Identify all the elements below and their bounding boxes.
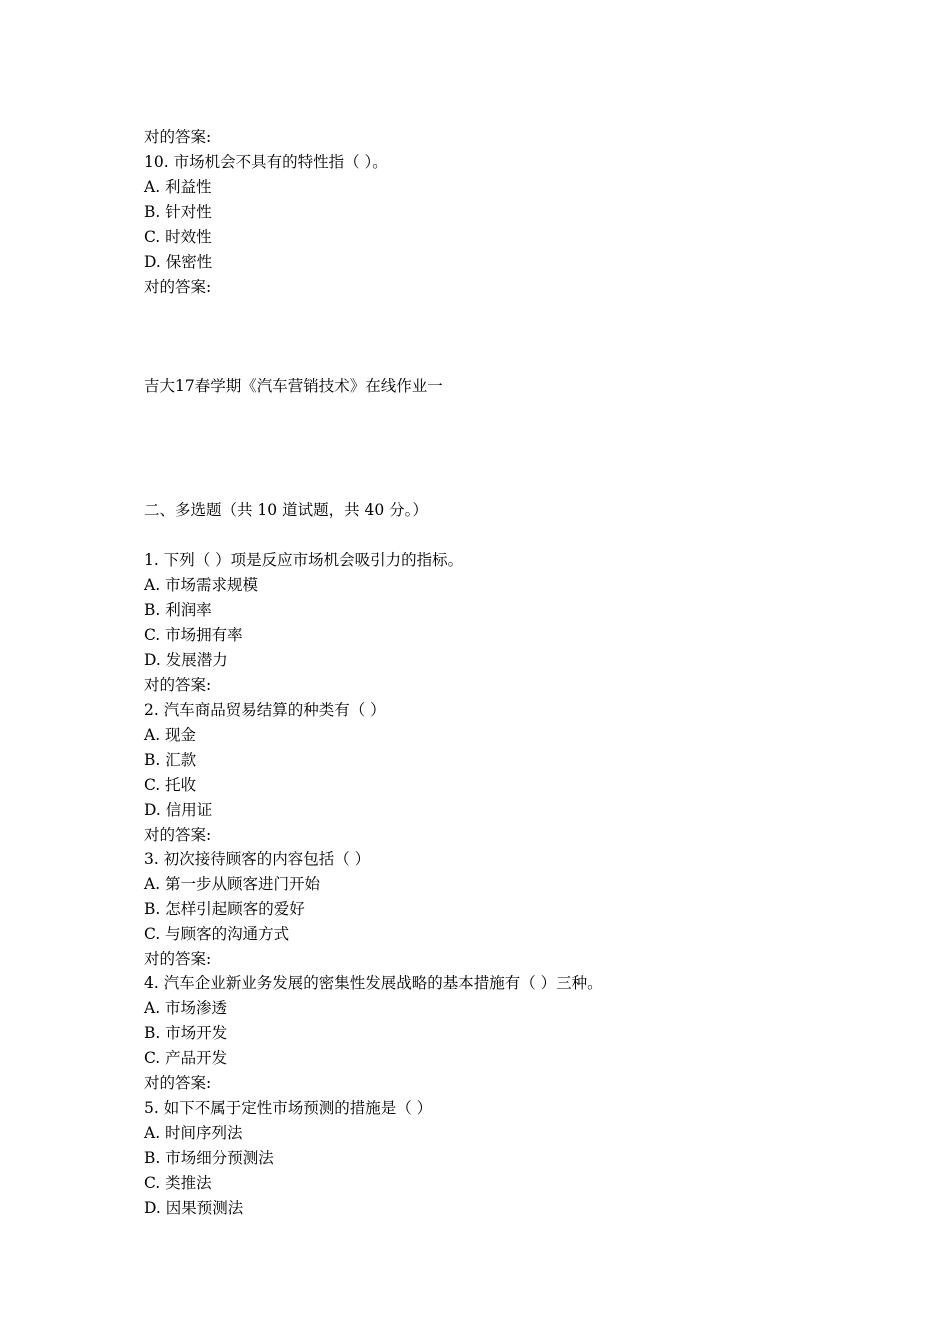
question-stem: 2. 汽车商品贸易结算的种类有（ ） — [144, 701, 386, 719]
answer-label: 对的答案: — [144, 826, 212, 844]
answer-label: 对的答案: — [144, 1074, 212, 1092]
question-option: B. 针对性 — [144, 203, 212, 221]
question-option: A. 市场渗透 — [144, 999, 228, 1017]
question-option: C. 托收 — [144, 776, 197, 794]
question-option: C. 与顾客的沟通方式 — [144, 925, 290, 943]
question-option: D. 发展潜力 — [144, 651, 228, 669]
answer-label: 对的答案: — [144, 676, 212, 694]
question-option: A. 利益性 — [144, 178, 212, 196]
question-option: B. 怎样引起顾客的爱好 — [144, 900, 305, 918]
answer-label: 对的答案: — [144, 950, 212, 968]
question-option: C. 时效性 — [144, 228, 212, 246]
question-option: D. 保密性 — [144, 253, 213, 271]
question-option: D. 因果预测法 — [144, 1199, 244, 1217]
answer-label: 对的答案: — [144, 278, 212, 296]
question-option: B. 市场开发 — [144, 1024, 228, 1042]
question-option: A. 时间序列法 — [144, 1124, 243, 1142]
question-option: C. 类推法 — [144, 1174, 212, 1192]
question-option: C. 产品开发 — [144, 1049, 228, 1067]
question-option: A. 市场需求规模 — [144, 576, 259, 594]
question-option: D. 信用证 — [144, 801, 213, 819]
section-header: 二、多选题（共 10 道试题，共 40 分。） — [144, 501, 428, 519]
question-stem: 5. 如下不属于定性市场预测的措施是（ ） — [144, 1099, 433, 1117]
document-title: 吉大17春学期《汽车营销技术》在线作业一 — [144, 377, 443, 395]
answer-label: 对的答案: — [144, 128, 212, 146]
question-option: A. 第一步从顾客进门开始 — [144, 875, 321, 893]
question-stem: 10. 市场机会不具有的特性指（ ）。 — [144, 153, 388, 171]
question-option: B. 市场细分预测法 — [144, 1149, 274, 1167]
question-option: B. 汇款 — [144, 751, 197, 769]
question-option: A. 现金 — [144, 726, 197, 744]
question-stem: 3. 初次接待顾客的内容包括（ ） — [144, 850, 371, 868]
question-option: C. 市场拥有率 — [144, 626, 243, 644]
question-stem: 1. 下列（ ）项是反应市场机会吸引力的指标。 — [144, 551, 464, 569]
question-option: B. 利润率 — [144, 601, 212, 619]
question-stem: 4. 汽车企业新业务发展的密集性发展战略的基本措施有（ ）三种。 — [144, 974, 603, 992]
